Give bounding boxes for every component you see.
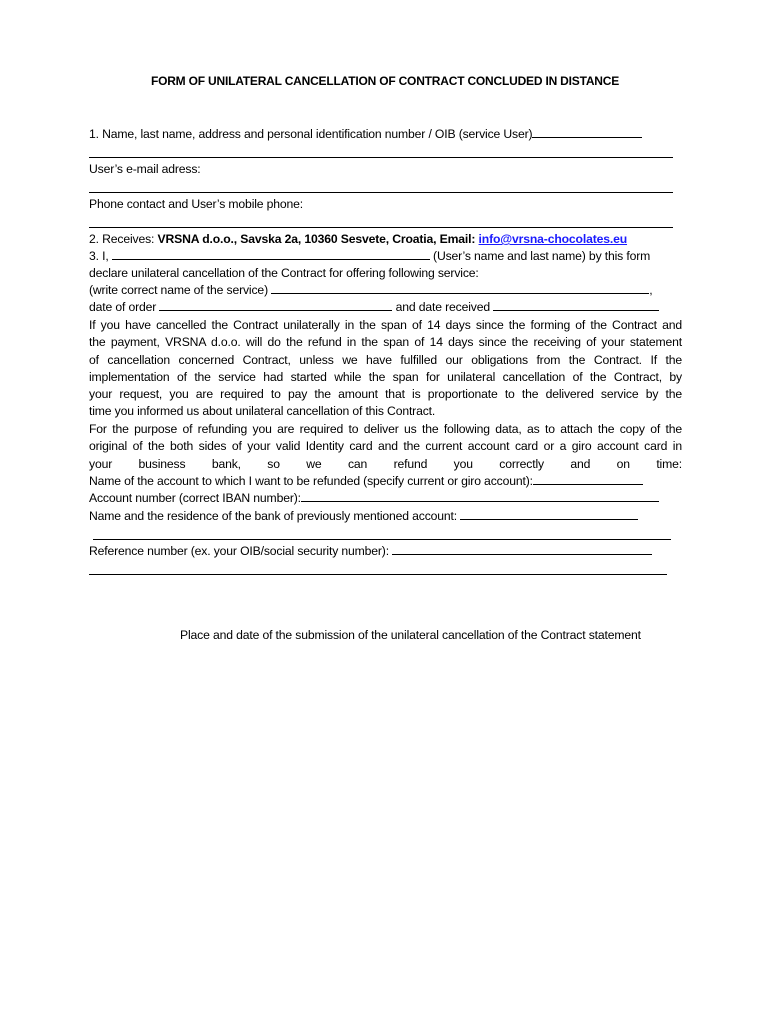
refund-data-paragraph: [89, 421, 682, 473]
phone-line: [89, 196, 303, 213]
item2-email-link[interactable]: info@vrsna-chocolates.eu: [478, 232, 628, 246]
received-date-field[interactable]: [493, 300, 659, 311]
dates-line: [89, 299, 659, 316]
item1-label: 1. Name, last name, address and personal identification number / OIB (service User): [89, 127, 533, 141]
declare-text: declare unilateral cancellation of the Contract for offering following service:: [89, 266, 479, 280]
account-number-line: [89, 490, 659, 507]
bank-field[interactable]: [460, 509, 638, 520]
paragraph1-line: the payment, VRSNA d.o.o. will do the refund in the span of 14 days since the receiving of your statement: [89, 335, 682, 350]
order-date-field[interactable]: [159, 300, 392, 311]
service-line: [89, 282, 652, 299]
bank-line: [89, 508, 638, 525]
item3-prefix: 3. I,: [89, 249, 112, 263]
reference-field-continued[interactable]: [89, 574, 667, 575]
phone-label: Phone contact and User’s mobile phone:: [89, 197, 304, 211]
paragraph1-line: your request, you are required to pay the amount that is proportionate to the delivered service by the: [89, 387, 682, 402]
item1-field-continued[interactable]: [89, 157, 673, 158]
bank-field-continued[interactable]: [93, 539, 671, 540]
account-name-field[interactable]: [533, 474, 643, 485]
item1-field[interactable]: [532, 127, 642, 138]
item1-line: [89, 126, 642, 143]
phone-field[interactable]: [89, 227, 673, 228]
paragraph2-line: original of the both sides of your valid Identity card and the current account card or a giro account card in: [89, 439, 682, 454]
account-number-label: Account number (correct IBAN number):: [89, 491, 301, 505]
item2-line: [89, 231, 627, 248]
form-title: FORM OF UNILATERAL CANCELLATION OF CONTRACT CONCLUDED IN DISTANCE: [150, 74, 620, 88]
order-label: date of order: [89, 300, 160, 314]
paragraph1-line: implementation of the service had started while the span for unilateral cancellation of the Contract, by: [89, 369, 682, 384]
email-label: User’s e-mail adress:: [89, 162, 201, 176]
account-name-line: [89, 473, 643, 490]
item3-suffix: (User’s name and last name) by this form: [429, 249, 651, 263]
refund-terms-paragraph: [89, 317, 682, 421]
submission-place-date-label: Place and date of the submission of the unilateral cancellation of the Contract statement: [180, 628, 641, 642]
reference-field[interactable]: [392, 544, 652, 555]
paragraph2-line: For the purpose of refunding you are required to deliver us the following data, as to attach the copy of the: [89, 422, 682, 436]
account-name-label: Name of the account to which I want to be refunded (specify current or giro account):: [89, 474, 533, 488]
email-field[interactable]: [89, 192, 673, 193]
paragraph2-line: your business bank, so we can refund you correctly and on time:: [89, 456, 682, 471]
user-name-field[interactable]: [112, 249, 430, 260]
service-name-field[interactable]: [271, 283, 649, 294]
service-suffix: ,: [649, 283, 653, 297]
paragraph1-line: of cancellation concerned Contract, unless we have fulfilled our obligations from the Contract. If the: [89, 352, 682, 367]
item3-line: [89, 248, 650, 265]
bank-label: Name and the residence of the bank of previously mentioned account:: [89, 509, 461, 523]
service-label: (write correct name of the service): [89, 283, 272, 297]
paragraph1-line: time you informed us about unilateral cancellation of this Contract.: [89, 404, 436, 419]
reference-label: Reference number (ex. your OIB/social security number):: [89, 544, 393, 558]
item2-prefix: 2. Receives:: [89, 232, 158, 246]
received-label: and date received: [392, 300, 494, 314]
account-number-field[interactable]: [301, 491, 659, 502]
reference-line: [89, 543, 652, 560]
email-line: [89, 161, 201, 178]
item2-company: VRSNA d.o.o., Savska 2a, 10360 Sesvete, Croatia, Email:: [157, 232, 479, 246]
paragraph1-line: If you have cancelled the Contract unilaterally in the span of 14 days since the forming of the Contract and: [89, 318, 682, 332]
declare-line: [89, 265, 479, 282]
